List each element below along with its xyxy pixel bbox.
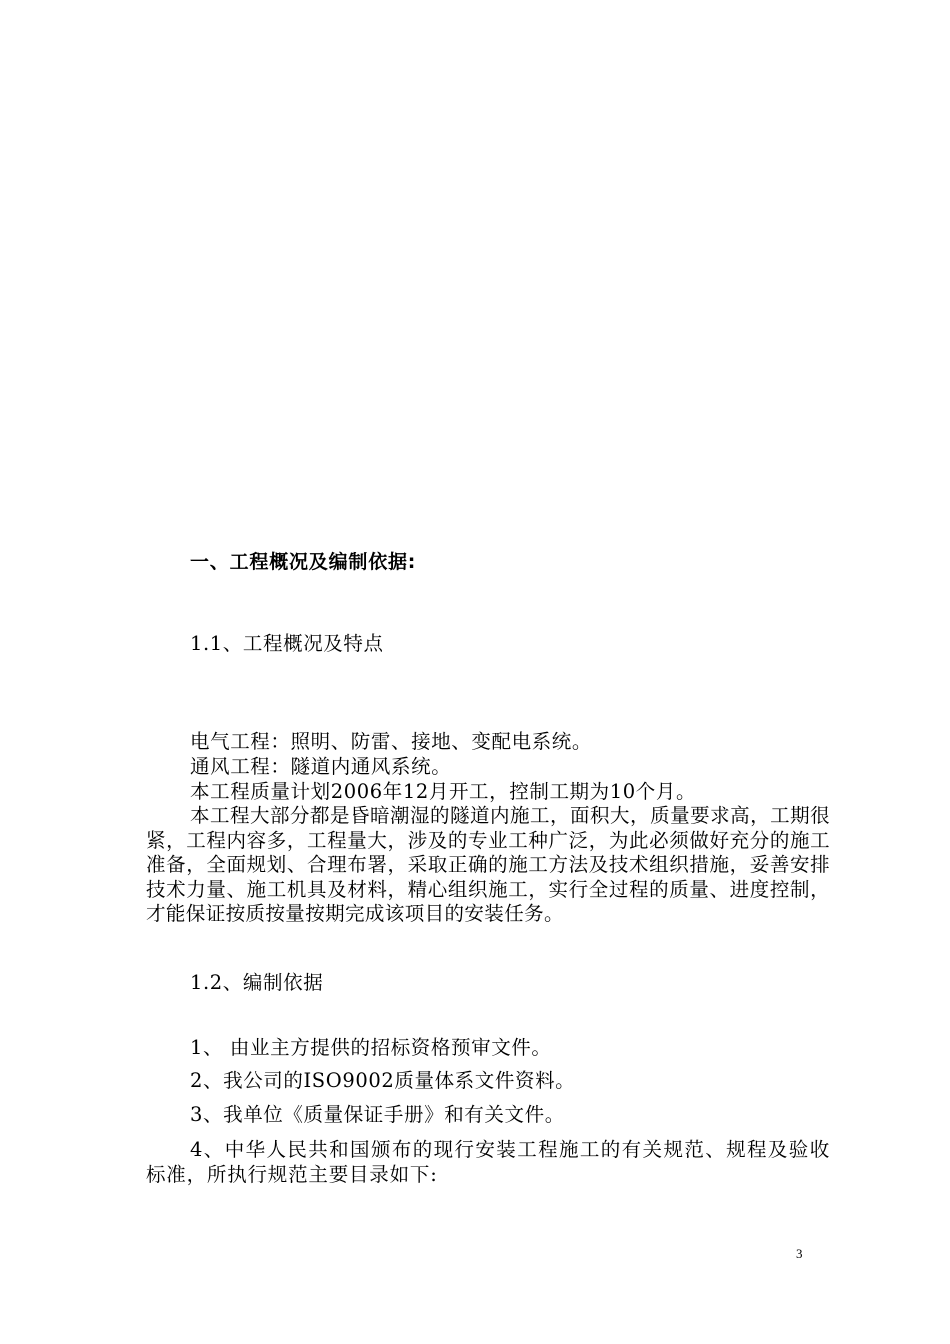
schedule-line: 本工程质量计划2006年12月开工，控制工期为10个月。 bbox=[190, 780, 697, 803]
electrical-line: 电气工程：照明、防雷、接地、变配电系统。 bbox=[190, 730, 593, 753]
basis-item: 2、我公司的ISO9002质量体系文件资料。 bbox=[190, 1069, 576, 1092]
ventilation-line: 通风工程：隧道内通风系统。 bbox=[190, 755, 452, 778]
subsection-title-1-1: 1.1、工程概况及特点 bbox=[190, 632, 384, 655]
basis-item: 3、我单位《质量保证手册》和有关文件。 bbox=[190, 1103, 565, 1126]
basis-item: 1、 由业主方提供的招标资格预审文件。 bbox=[190, 1036, 552, 1059]
basis-item: 4、中华人民共和国颁布的现行安装工程施工的有关规范、规程及验收标准，所执行规范主要目录如下: bbox=[146, 1138, 830, 1186]
subsection-title-1-2: 1.2、编制依据 bbox=[190, 971, 324, 994]
section-heading: 一、工程概况及编制依据: bbox=[190, 551, 417, 573]
overview-paragraph: 本工程大部分都是昏暗潮湿的隧道内施工，面积大，质量要求高，工期很紧，工程内容多，工程量大，涉及的专业工种广泛，为此必须做好充分的施工准备，全面规划、合理布署，采取正确的施工方法及技术组织措施，妥善安排技术力量、施工机具及材料，精心组织施工，实行全过程的质量、进度控制，才能保证按质按量按期完成该项目的安装任务。 bbox=[146, 804, 830, 926]
page-number: 3 bbox=[796, 1246, 803, 1261]
